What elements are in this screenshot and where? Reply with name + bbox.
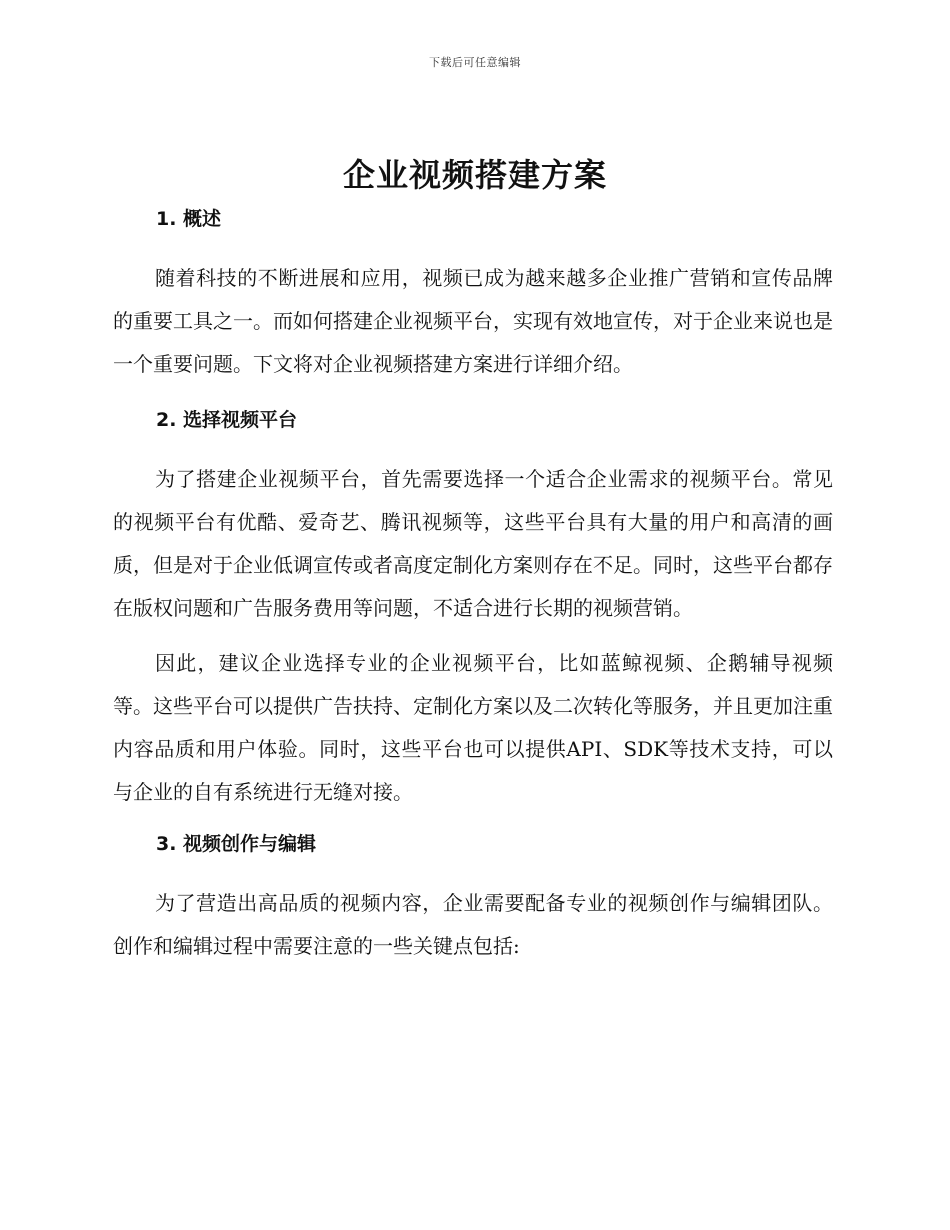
section-heading-overview: 1. 概述 xyxy=(156,208,222,230)
section-heading-choose-platform: 2. 选择视频平台 xyxy=(156,409,298,431)
section-heading-creation-editing: 3. 视频创作与编辑 xyxy=(156,833,317,855)
page-header: 下载后可任意编辑 xyxy=(429,56,521,69)
document-body xyxy=(113,205,833,968)
paragraph: 为了营造出高品质的视频内容，企业需要配备专业的视频创作与编辑团队。创作和编辑过程中需要注意的一些关键点包括: xyxy=(113,891,833,958)
document-title: 企业视频搭建方案 xyxy=(342,156,607,194)
paragraph: 为了搭建企业视频平台，首先需要选择一个适合企业需求的视频平台。常见的视频平台有优酷、爱奇艺、腾讯视频等，这些平台具有大量的用户和高清的画质，但是对于企业低调宣传或者高度定制化方案则存在不足。同时，这些平台都存在版权问题和广告服务费用等问题，不适合进行长期的视频营销。 xyxy=(113,467,833,620)
paragraph: 随着科技的不断进展和应用，视频已成为越来越多企业推广营销和宣传品牌的重要工具之一。而如何搭建企业视频平台，实现有效地宣传，对于企业来说也是一个重要问题。下文将对企业视频搭建方案进行详细介绍。 xyxy=(113,266,833,376)
paragraph: 因此，建议企业选择专业的企业视频平台，比如蓝鲸视频、企鹅辅导视频等。这些平台可以提供广告扶持、定制化方案以及二次转化等服务，并且更加注重内容品质和用户体验。同时，这些平台也可以提供API、SDK等技术支持，可以与企业的自有系统进行无缝对接。 xyxy=(113,651,833,804)
